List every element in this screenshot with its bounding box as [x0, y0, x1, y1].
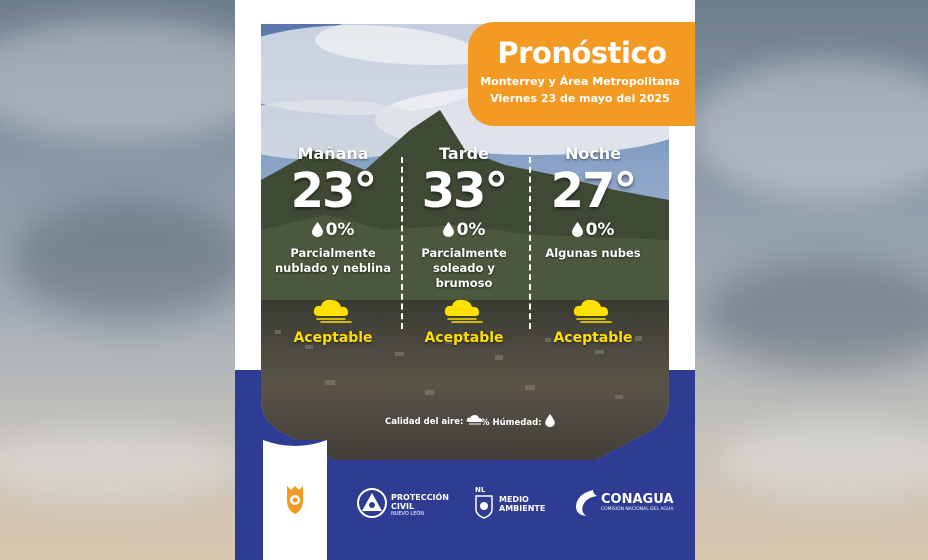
partner-name: CONAGUA — [601, 492, 674, 507]
raindrop-icon — [312, 222, 323, 237]
period-label: Mañana — [297, 144, 369, 163]
legend-humidity-label: % Húmedad: — [481, 418, 542, 428]
nl-badge: NL — [475, 486, 486, 494]
hazy-cloud-icon — [311, 296, 355, 326]
condition-description — [268, 246, 398, 276]
page-title: Pronóstico — [497, 36, 667, 70]
civil-protection-icon — [357, 488, 387, 518]
air-quality-morning — [268, 296, 398, 346]
temperature-value: 23° — [290, 163, 376, 219]
air-quality-label: Aceptable — [553, 330, 633, 346]
description-line: Parcialmente — [421, 246, 507, 260]
hazy-cloud-icon — [442, 296, 486, 326]
location-label: Monterrey y Área Metropolitana — [480, 75, 680, 88]
temperature-value: 33° — [421, 163, 507, 219]
partner-subtitle: COMISIÓN NACIONAL DEL AGUA — [601, 507, 674, 512]
condition-description — [399, 246, 529, 291]
forecast-card — [235, 0, 695, 560]
partner-name: MEDIO — [499, 495, 529, 504]
rain-value: 0% — [456, 220, 486, 240]
partner-name: CIVIL — [391, 502, 415, 511]
rain-probability — [399, 218, 529, 242]
water-wave-icon — [573, 488, 599, 518]
date-label: Viernes 23 de mayo del 2025 — [490, 92, 670, 105]
description-line: soleado y — [433, 261, 495, 275]
air-quality-label: Aceptable — [293, 330, 373, 346]
shield-icon — [475, 495, 493, 519]
rain-probability — [268, 218, 398, 242]
period-label: Noche — [564, 144, 622, 163]
forecast-column-afternoon — [399, 144, 529, 291]
legend-humidity — [481, 414, 555, 428]
description-line: nublado y neblina — [275, 261, 391, 275]
legend-air-label: Calidad del aire: — [385, 417, 464, 427]
description-line: brumoso — [435, 276, 493, 290]
period-label: Tarde — [439, 144, 489, 163]
forecast-column-night — [528, 144, 658, 261]
rain-probability — [528, 218, 658, 242]
description-line: Algunas nubes — [545, 246, 641, 260]
rain-value: 0% — [325, 220, 355, 240]
rain-value: 0% — [585, 220, 615, 240]
air-quality-night — [528, 296, 658, 346]
raindrop-icon — [572, 222, 583, 237]
temperature-value: 27° — [550, 163, 636, 219]
air-quality-afternoon — [399, 296, 529, 346]
raindrop-icon — [443, 222, 454, 237]
air-quality-label: Aceptable — [424, 330, 504, 346]
condition-description — [528, 246, 658, 261]
description-line: Parcialmente — [290, 246, 376, 260]
legend-air-quality — [385, 414, 484, 427]
partner-name: PROTECCIÓN — [391, 493, 449, 502]
nuevo-leon-logo — [263, 440, 327, 560]
partner-subtitle: NUEVO LEÓN — [391, 511, 425, 517]
partner-name: AMBIENTE — [499, 504, 546, 513]
raindrop-icon — [545, 414, 555, 427]
forecast-column-morning — [268, 144, 398, 276]
hazy-cloud-icon — [571, 296, 615, 326]
